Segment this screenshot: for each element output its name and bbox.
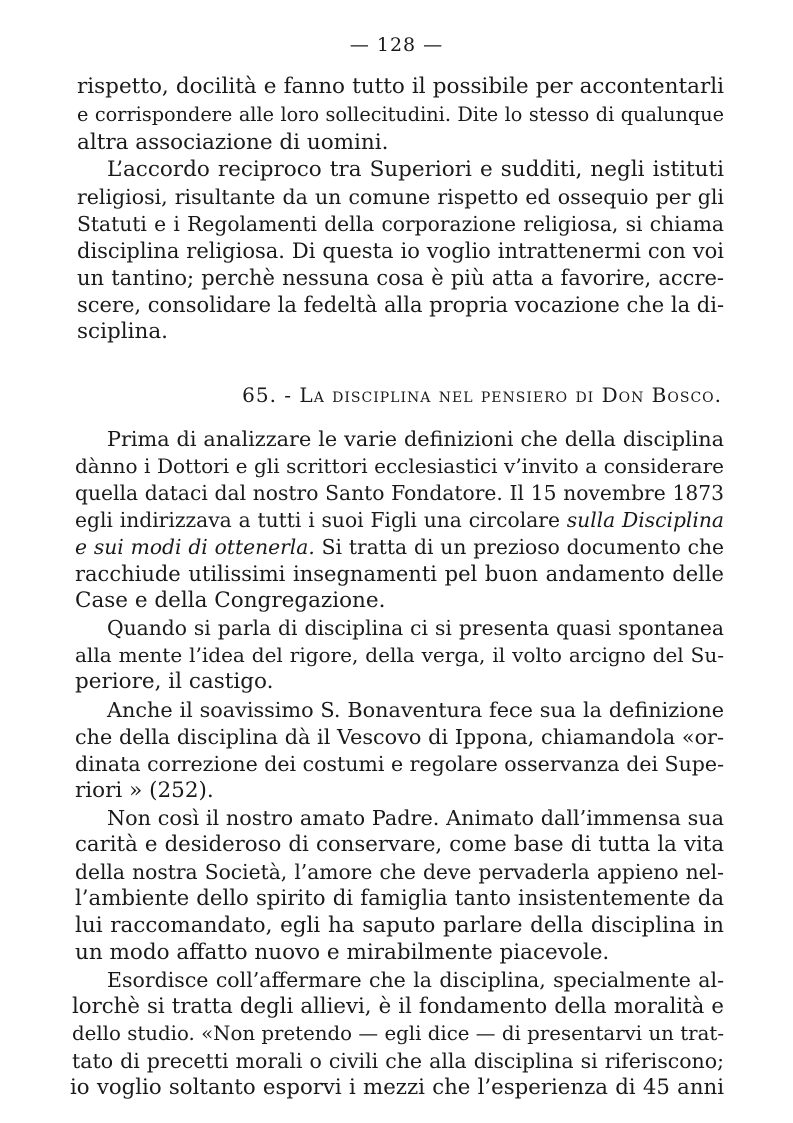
text-line: e corrispondere alle loro sollecitudini. Dite lo stesso di qualunque — [77, 103, 724, 126]
text-line: lorchè si tratta degli allievi, è il fondamento della moralità e — [72, 994, 724, 1019]
text-line: riori » (252). — [75, 778, 214, 803]
text-line: religiosi, risultante da un comune rispetto ed ossequio per gli — [77, 185, 724, 209]
italic-title: e sui modi di ottenerla. — [75, 535, 315, 559]
text-line: Anche il soavissimo S. Bonaventura fece sua la definizione — [107, 698, 724, 722]
text-line: Esordisce coll’affermare che la disciplina, specialmente al- — [107, 968, 724, 992]
text-line: Statuti e i Regolamenti della corporazione religiosa, si chiama — [77, 212, 724, 236]
text-line — [75, 507, 724, 533]
text-line: l’ambiente dello spirito di famiglia tanto insistentemente da — [75, 886, 724, 911]
text-run: Si tratta di un prezioso documento che — [314, 535, 724, 559]
text-line: disciplina religiosa. Di questa io voglio intrattenermi con voi — [77, 239, 724, 263]
page-number: — 128 — — [349, 34, 444, 56]
text-line: alla mente l’idea del rigore, della verga, il volto arcigno del Su- — [75, 643, 724, 667]
text-line: quella dataci dal nostro Santo Fondatore. Il 15 novembre 1873 — [75, 481, 724, 505]
section-heading: 65. - La disciplina nel pensiero di Don Bosco. — [242, 383, 722, 407]
text-line: della nostra Società, l’amore che deve pervaderla appieno nel- — [75, 860, 724, 884]
text-line: L’accordo reciproco tra Superiori e sudditi, negli istituti — [107, 157, 724, 182]
text-line: dinata correzione dei costumi e regolare osservanza dei Supe- — [75, 752, 724, 776]
text-line: dello studio. «Non pretendo — egli dice — di presentarvi un trat- — [72, 1022, 724, 1045]
italic-title: sulla Disciplina — [566, 508, 724, 532]
text-line: Prima di analizzare le varie definizioni che della disciplina — [107, 427, 724, 451]
text-line: carità e desideroso di conservare, come base di tutta la vita — [75, 832, 724, 857]
text-line: altra associazione di uomini. — [77, 130, 389, 155]
text-line: tato di precetti morali o civili che alla disciplina si riferiscono; — [72, 1049, 724, 1073]
text-line: dànno i Dottori e gli scrittori ecclesiastici v’invito a considerare — [75, 454, 724, 478]
text-line: un modo affatto nuovo e mirabilmente piacevole. — [75, 940, 610, 965]
text-line — [75, 534, 724, 560]
text-line: lui raccomandato, egli ha saputo parlare della disciplina in — [75, 913, 724, 938]
text-line: sciplina. — [77, 319, 168, 344]
text-line: periore, il castigo. — [75, 669, 274, 694]
text-line: Case e della Congregazione. — [75, 588, 386, 613]
text-line: un tantino; perchè nessuna cosa è più atta a favorire, accre- — [77, 266, 724, 290]
text-line: rispetto, docilità e fanno tutto il possibile per accontentarli — [77, 74, 724, 99]
text-line: che della disciplina dà il Vescovo di Ippona, chiamandola «or- — [75, 725, 724, 749]
text-line: Quando si parla di disciplina ci si presenta quasi spontanea — [107, 616, 724, 640]
text-line: Non così il nostro amato Padre. Animato dall’immensa sua — [107, 806, 724, 830]
text-line: io voglio soltanto esporvi i mezzi che l’esperienza di 45 anni — [70, 1075, 724, 1100]
text-line: scere, consolidare la fedeltà alla propria vocazione che la di- — [77, 293, 725, 317]
text-run: egli indirizzava a tutti i suoi Figli una circolare — [75, 508, 560, 532]
text-line: racchiude utilissimi insegnamenti pel buon andamento delle — [75, 562, 724, 586]
